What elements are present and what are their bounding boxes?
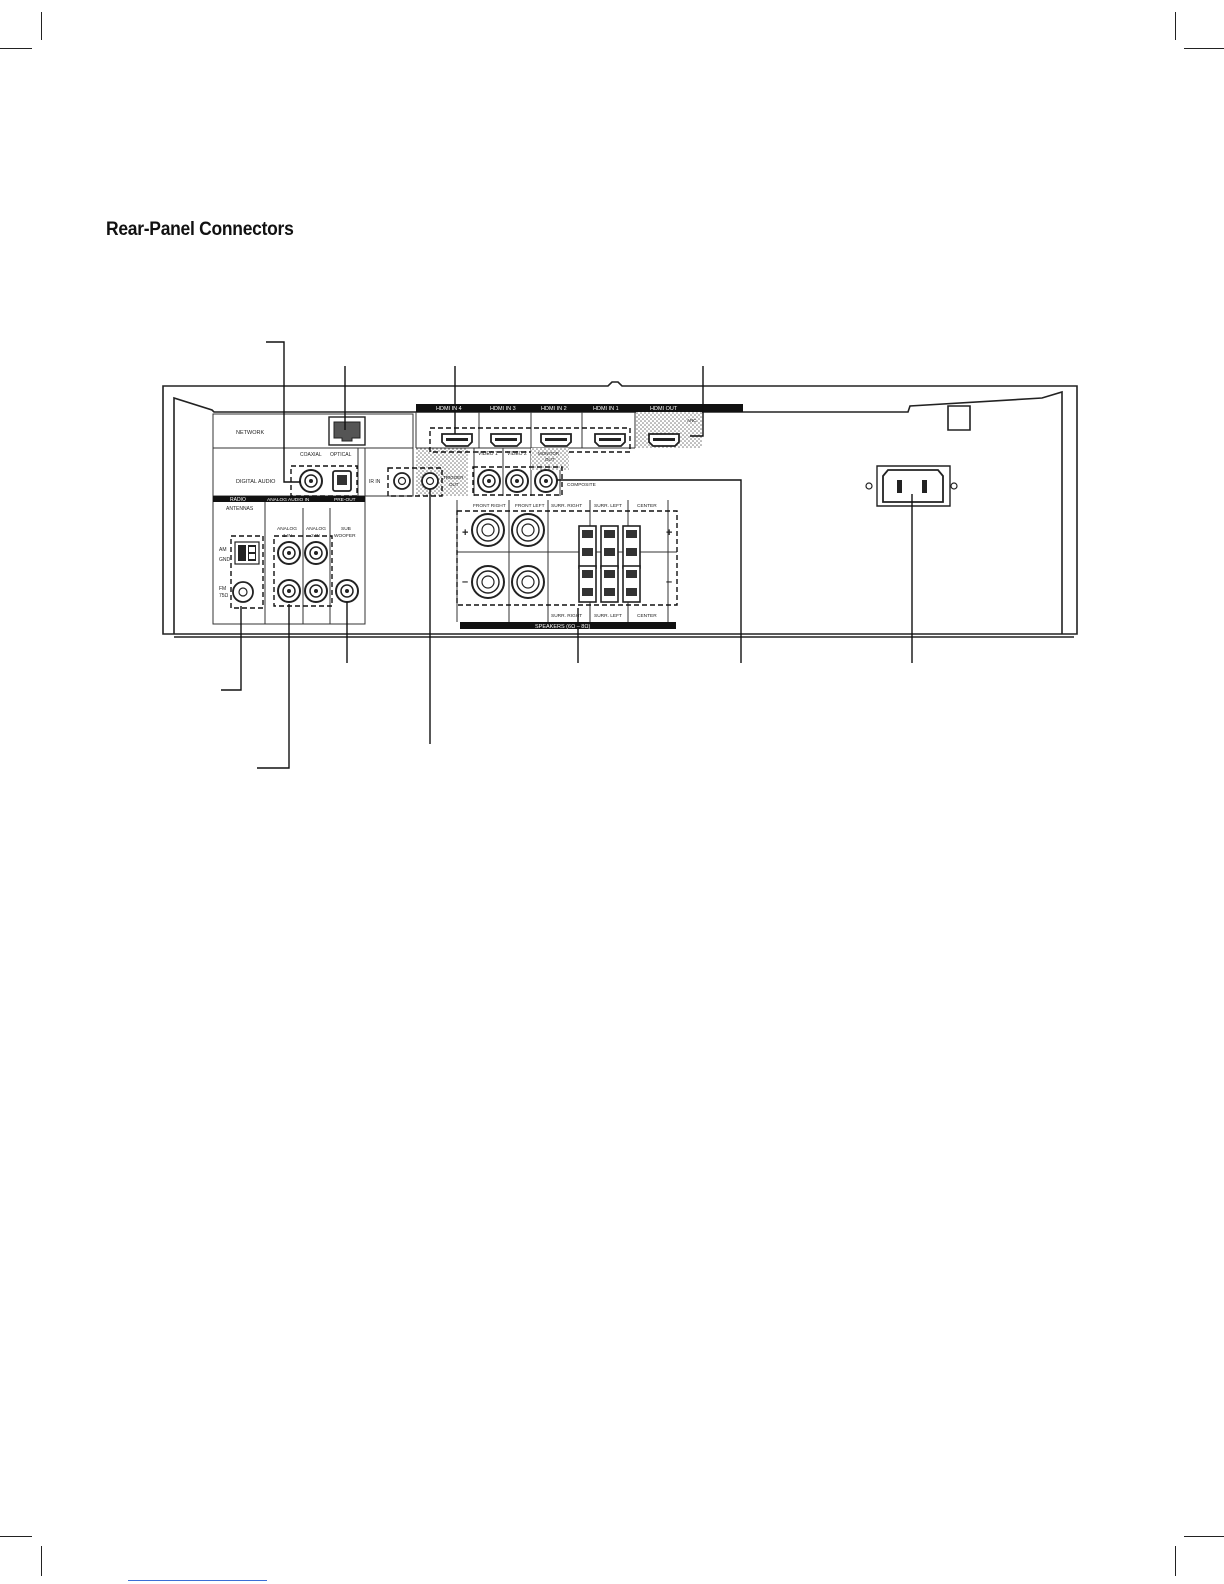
label-monitor: MONITOR — [538, 451, 560, 456]
label-center-bottom: CENTER — [637, 614, 657, 619]
label-trigger-out: OUT — [449, 482, 459, 487]
trigger-out-jack — [422, 473, 438, 489]
label-pre-out: PRE-OUT — [334, 498, 356, 503]
fm-jack — [233, 582, 253, 602]
label-monitor-out: OUT — [545, 457, 555, 462]
subwoofer-jack — [336, 580, 358, 602]
am-terminal — [235, 542, 259, 564]
ir-in-jack — [394, 473, 410, 489]
label-ir-in: IR IN — [369, 479, 381, 485]
label-gnd: GND — [219, 557, 231, 563]
hdmi-label-bar — [416, 404, 743, 412]
label-minus-left: – — [462, 576, 469, 588]
label-trigger: TRIGGER — [443, 475, 464, 480]
label-analog2-a: ANALOG — [306, 527, 326, 532]
label-hdmi-in-1: HDMI IN 1 — [593, 406, 619, 412]
label-plus-left: + — [462, 527, 469, 539]
page-title: Rear-Panel Connectors — [106, 219, 294, 240]
label-video2: VIDEO 2 — [507, 451, 527, 457]
label-front-left-top: FRONT LEFT — [515, 504, 545, 509]
label-front-right-top: FRONT RIGHT — [473, 504, 506, 509]
label-am: AM — [219, 547, 227, 553]
label-sub-b: WOOFER — [334, 534, 356, 539]
label-hdmi-in-4: HDMI IN 4 — [436, 406, 462, 412]
label-hdmi-out: HDMI OUT — [650, 406, 678, 412]
binding-posts — [472, 514, 544, 598]
label-plus-right: + — [666, 527, 673, 539]
label-sub-a: SUB — [341, 527, 351, 532]
label-optical: OPTICAL — [330, 452, 352, 458]
label-digital-audio: DIGITAL AUDIO — [236, 479, 276, 485]
network-port — [329, 417, 365, 445]
label-surr-right-bottom: SURR. RIGHT — [551, 614, 583, 619]
label-network: NETWORK — [236, 430, 265, 436]
label-center-top: CENTER — [637, 504, 657, 509]
label-speakers: SPEAKERS (6Ω – 8Ω) — [535, 624, 591, 630]
label-fm-ohm: 75Ω — [219, 593, 229, 599]
label-arc: ARC — [687, 418, 697, 423]
label-analog1-a: ANALOG — [277, 527, 297, 532]
label-surr-left-top: SURR. LEFT — [594, 504, 622, 509]
video-jacks — [478, 470, 557, 492]
label-analog1-b: 1 IN — [283, 534, 292, 539]
label-hdmi-in-3: HDMI IN 3 — [490, 406, 516, 412]
label-surr-right-top: SURR. RIGHT — [551, 504, 583, 509]
label-surr-left-bottom: SURR. LEFT — [594, 614, 622, 619]
label-coaxial: COAXIAL — [300, 452, 322, 458]
label-radio: RADIO — [230, 497, 246, 503]
label-analog2-b: 2 IN — [311, 534, 320, 539]
chassis — [163, 382, 1077, 637]
label-video1: VIDEO 1 — [478, 451, 498, 457]
coaxial-jack — [300, 470, 322, 492]
label-hdmi-in-2: HDMI IN 2 — [541, 406, 567, 412]
label-minus-right: – — [666, 576, 673, 588]
label-composite: COMPOSITE — [567, 483, 596, 488]
label-fm: FM — [219, 586, 227, 592]
label-analog-audio-in: ANALOG AUDIO IN — [267, 498, 310, 503]
optical-jack — [333, 471, 351, 491]
label-antennas: ANTENNAS — [226, 506, 254, 512]
